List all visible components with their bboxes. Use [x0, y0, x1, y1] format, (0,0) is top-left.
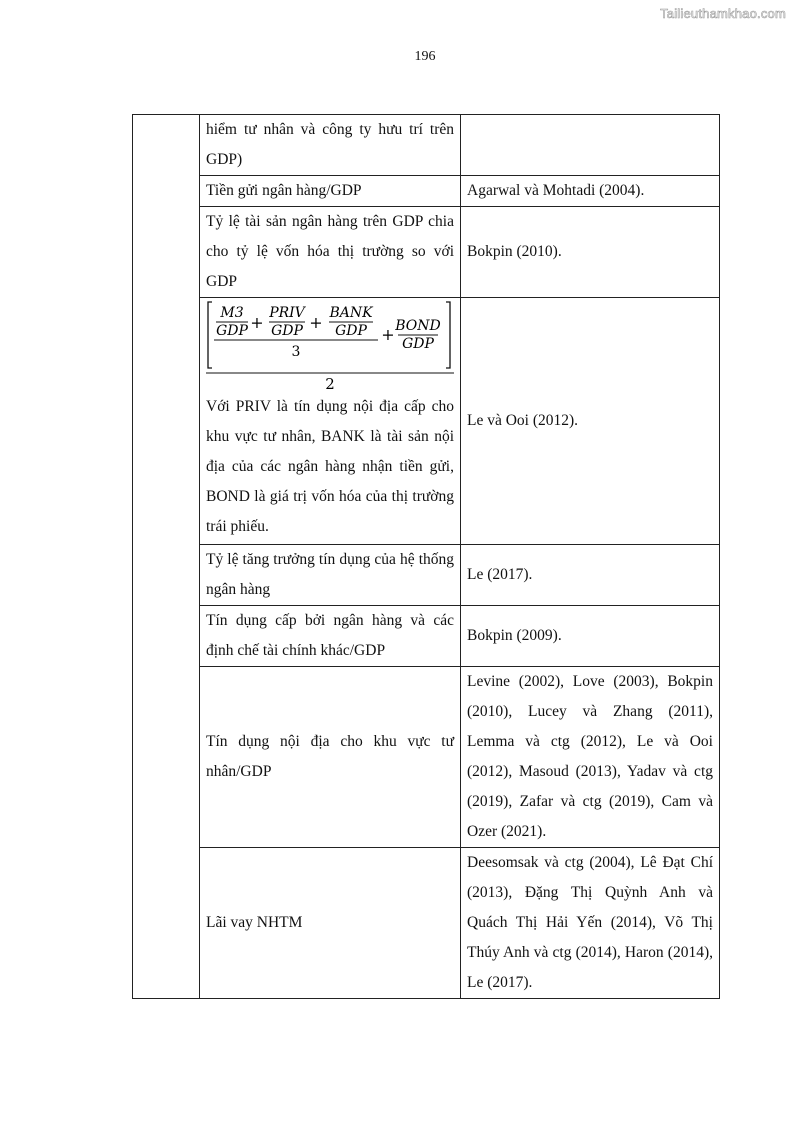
indicator-table	[132, 114, 720, 999]
indicator-cell: Tín dụng cấp bởi ngân hàng và các định chế tài chính khác/GDP	[200, 606, 461, 667]
watermark: Tailieuthamkhao.com	[660, 6, 786, 21]
source-cell: Le và Ooi (2012).	[461, 298, 720, 545]
table-row	[133, 848, 720, 999]
right-bracket	[446, 302, 450, 368]
source-cell: Le (2017).	[461, 545, 720, 606]
source-cell: Agarwal và Mohtadi (2004).	[461, 176, 720, 207]
divisor-two: 2	[325, 375, 335, 392]
indicator-cell: Tỷ lệ tài sản ngân hàng trên GDP chia cho tỷ lệ vốn hóa thị trường so với GDP	[200, 207, 461, 298]
table-row	[133, 545, 720, 606]
m3-symbol: M3	[220, 305, 244, 321]
group-cell	[133, 115, 200, 999]
source-cell: Bokpin (2009).	[461, 606, 720, 667]
indicator-cell: hiểm tư nhân và công ty hưu trí trên GDP)	[200, 115, 461, 176]
indicator-cell: Lãi vay NHTM	[200, 848, 461, 999]
page-number: 196	[414, 49, 436, 64]
priv-symbol: PRIV	[269, 305, 305, 321]
table-row	[133, 176, 720, 207]
indicator-cell: Tỷ lệ tăng trưởng tín dụng của hệ thống ngân hàng	[200, 545, 461, 606]
source-cell: Levine (2002), Love (2003), Bokpin (2010), Lucey và Zhang (2011), Lemma và ctg (2012), Le và Ooi (2012), Masoud (2013), Yadav và ctg (2019), Zafar và ctg (2019), Cam và Ozer (2021).	[461, 667, 720, 848]
table-row	[133, 298, 720, 545]
left-bracket	[208, 302, 212, 368]
gdp-symbol: GDP	[216, 323, 248, 339]
source-cell: Deesomsak và ctg (2004), Lê Đạt Chí (2013), Đặng Thị Quỳnh Anh và Quách Thị Hải Yến (2014), Võ Thị Thúy Anh và ctg (2014), Haron (2014), Le (2017).	[461, 848, 720, 999]
indicator-cell: Tiền gửi ngân hàng/GDP	[200, 176, 461, 207]
source-cell: Bokpin (2010).	[461, 207, 720, 298]
table-row	[133, 115, 720, 176]
indicator-cell	[200, 298, 461, 545]
source-cell	[461, 115, 720, 176]
table-row	[133, 667, 720, 848]
divisor-three: 3	[291, 344, 301, 360]
bond-symbol: BOND	[395, 318, 441, 334]
gdp-symbol: GDP	[335, 323, 367, 339]
bank-symbol: BANK	[329, 305, 373, 321]
table-row	[133, 606, 720, 667]
formula-explanation: Với PRIV là tín dụng nội địa cấp cho khu vực tư nhân, BANK là tài sản nội địa của các ngân hàng nhận tiền gửi, BOND là giá trị vốn hóa của thị trường trái phiếu.	[206, 398, 454, 535]
indicator-cell: Tín dụng nội địa cho khu vực tư nhân/GDP	[200, 667, 461, 848]
plus-sign: +	[381, 325, 395, 344]
table-row	[133, 207, 720, 298]
financial-depth-formula	[206, 300, 454, 392]
plus-sign: +	[250, 313, 264, 332]
plus-sign: +	[309, 313, 323, 332]
gdp-symbol: GDP	[271, 323, 303, 339]
gdp-symbol: GDP	[402, 336, 434, 352]
